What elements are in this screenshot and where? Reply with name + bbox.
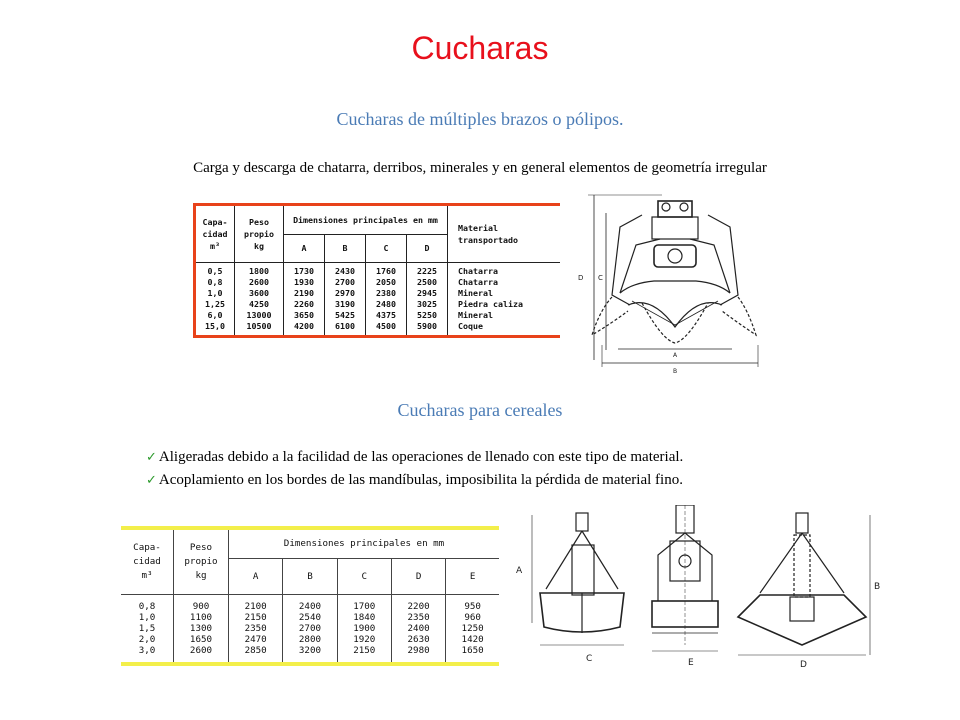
capacity-values: 0,8 1,0 1,5 2,0 3,0 <box>121 594 174 662</box>
cereal-grab-diagrams <box>510 505 882 675</box>
check-icon: ✓ <box>146 450 157 465</box>
d-values: 2225 2500 2945 3025 5250 5900 <box>407 262 448 335</box>
col-header-capacity: Capa- cidad m³ <box>121 530 174 594</box>
col-header-dims: Dimensiones principales en mm <box>284 206 448 234</box>
dim-label-d: D <box>578 274 584 282</box>
dim-label-a: A <box>673 352 678 359</box>
col-header-d: D <box>391 558 445 594</box>
col-header-a: A <box>284 234 325 262</box>
dim-label-a: A <box>516 566 523 576</box>
bullet-item <box>146 472 683 489</box>
col-header-d: D <box>407 234 448 262</box>
weight-values: 900 1100 1300 1650 2600 <box>174 594 229 662</box>
d-values: 2200 2350 2400 2630 2980 <box>391 594 445 662</box>
col-header-a: A <box>229 558 283 594</box>
a-values: 2100 2150 2350 2470 2850 <box>229 594 283 662</box>
col-header-dims: Dimensiones principales en mm <box>229 530 500 558</box>
col-header-c: C <box>366 234 407 262</box>
c-values: 1700 1840 1900 1920 2150 <box>337 594 391 662</box>
dim-label-c: C <box>586 654 593 664</box>
dim-label-e: E <box>688 658 694 668</box>
c-values: 1760 2050 2380 2480 4375 4500 <box>366 262 407 335</box>
capacity-values: 0,5 0,8 1,0 1,25 6,0 15,0 <box>196 262 235 335</box>
col-header-b: B <box>283 558 337 594</box>
page-title: Cucharas <box>411 30 549 66</box>
col-header-e: E <box>446 558 499 594</box>
col-header-b: B <box>325 234 366 262</box>
polyp-grab-diagram <box>572 185 768 377</box>
weight-values: 1800 2600 3600 4250 13000 10500 <box>235 262 284 335</box>
b-values: 2430 2700 2970 3190 5425 6100 <box>325 262 366 335</box>
bullet-item <box>146 449 683 466</box>
e-values: 950 960 1250 1420 1650 <box>461 600 484 656</box>
bullet-text: Aligeradas debido a la facilidad de las operaciones de llenado con este tipo de material. <box>158 449 684 465</box>
material-values: Chatarra Chatarra Mineral Piedra caliza Mineral Coque <box>458 265 523 331</box>
polyp-grab-spec-table <box>193 203 560 338</box>
bullet-text: Acoplamiento en los bordes de las mandíbulas, imposibilita la pérdida de material fino. <box>158 472 683 488</box>
col-header-capacity: Capa- cidad m³ <box>196 206 235 262</box>
col-header-weight: Peso propio kg <box>174 530 229 594</box>
col-header-material: Material transportado <box>448 206 561 262</box>
col-header-c: C <box>337 558 391 594</box>
dim-label-c: C <box>598 274 603 282</box>
dim-label-b: B <box>673 368 678 375</box>
cereal-grab-spec-table <box>121 526 499 666</box>
b-values: 2400 2540 2700 2800 3200 <box>283 594 337 662</box>
section1-description: Carga y descarga de chatarra, derribos, minerales y en general elementos de geometría irregular <box>193 160 767 176</box>
section2-subtitle: Cucharas para cereales <box>397 400 563 420</box>
section1-subtitle: Cucharas de múltiples brazos o pólipos. <box>336 109 624 129</box>
check-icon: ✓ <box>146 473 157 488</box>
dim-label-d: D <box>800 660 807 670</box>
col-header-weight: Peso propio kg <box>235 206 284 262</box>
dim-label-b: B <box>874 582 881 592</box>
a-values: 1730 1930 2190 2260 3650 4200 <box>284 262 325 335</box>
